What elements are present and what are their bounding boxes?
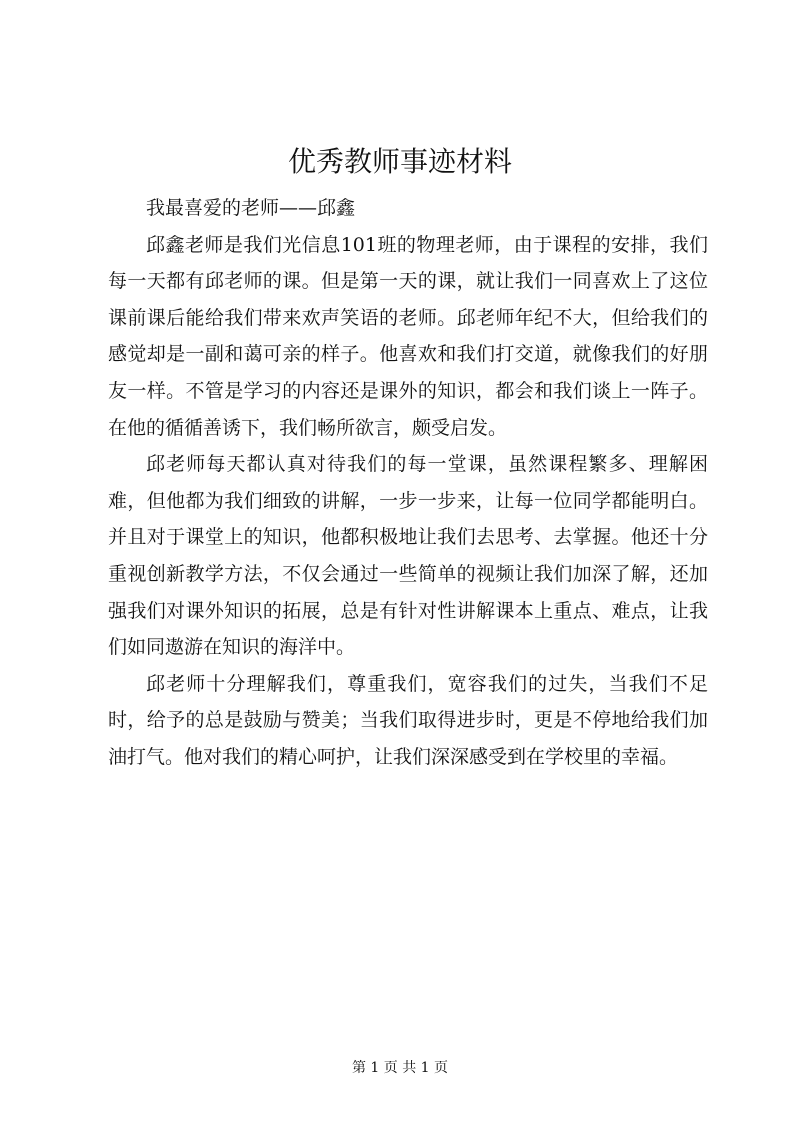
paragraph-2: 邱老师每天都认真对待我们的每一堂课，虽然课程繁多、理解困难，但他都为我们细致的讲解，一步一步来，让每一位同学都能明白。并且对于课堂上的知识，他都积极地让我们去思考、去掌握。他还十分重视创新教学方法，不仅会通过一些简单的视频让我们加深了解，还加强我们对课外知识的拓展，总是有针对性讲解课本上重点、难点，让我们如同遨游在知识的海洋中。 [108,453,708,659]
document-subtitle: 我最喜爱的老师——邱鑫 [146,197,356,219]
paragraph-1: 邱鑫老师是我们光信息101班的物理老师，由于课程的安排，我们每一天都有邱老师的课。但是第一天的课，就让我们一同喜欢上了这位课前课后能给我们带来欢声笑语的老师。邱老师年纪不大，但给我们的感觉却是一副和蔼可亲的样子。他喜欢和我们打交道，就像我们的好朋友一样。不管是学习的内容还是课外的知识，都会和我们谈上一阵子。在他的循循善诱下，我们畅所欲言，颇受启发。 [108,233,708,439]
document-title: 优秀教师事迹材料 [287,145,512,178]
paragraph-3: 邱老师十分理解我们，尊重我们，宽容我们的过失，当我们不足时，给予的总是鼓励与赞美；当我们取得进步时，更是不停地给我们加油打气。他对我们的精心呵护，让我们深深感受到在学校里的幸福。 [108,672,708,768]
document-body [108,190,708,776]
page-footer: 第 1 页 共 1 页 [351,1060,449,1076]
